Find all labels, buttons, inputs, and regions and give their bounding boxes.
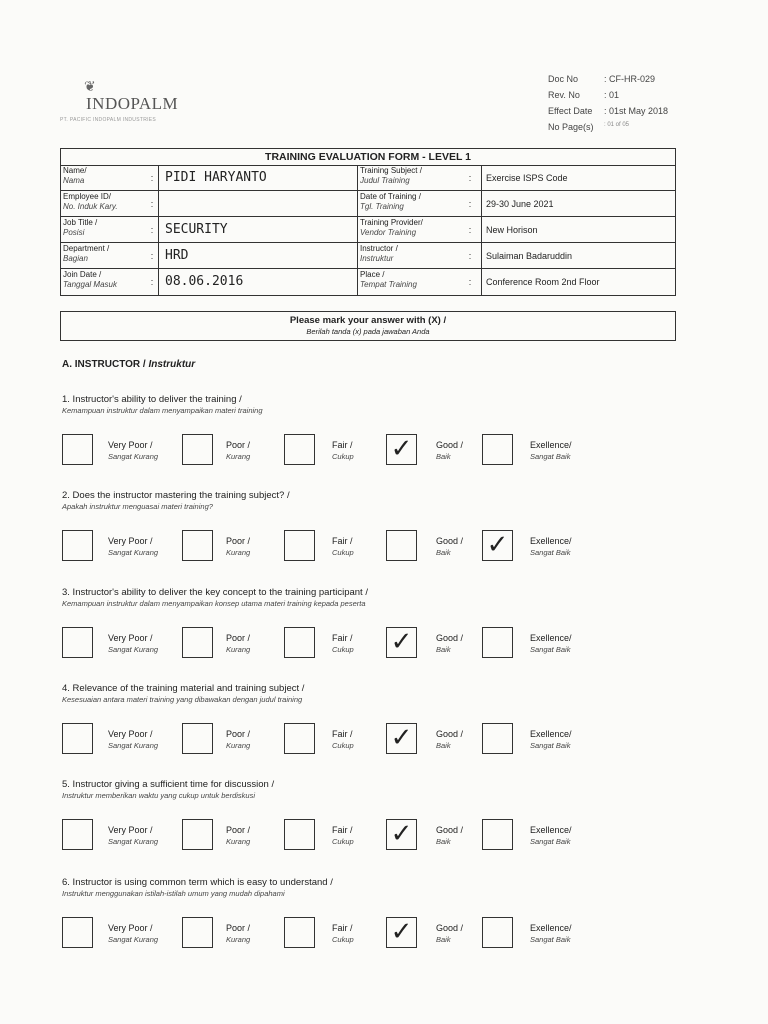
rating-label: Very Poor / Sangat Kurang [108,729,159,750]
field-value-handwritten[interactable]: PIDI HARYANTO [165,170,267,185]
rating-label: Good / Baik [436,825,464,846]
rating-checkbox[interactable] [182,627,213,658]
info-row [61,165,675,191]
rating-label: Exellence/ Sangat Baik [530,923,572,944]
rating-checkbox[interactable] [182,530,213,561]
doc-info-label: No Page(s) [548,122,594,132]
rating-checkbox[interactable]: ✓ [386,819,417,850]
field-value[interactable]: 29-30 June 2021 [486,199,554,209]
info-row [61,217,675,243]
rating-checkbox[interactable] [482,917,513,948]
form-title: TRAINING EVALUATION FORM - LEVEL 1 [61,149,675,166]
rating-label: Exellence/ Sangat Baik [530,825,572,846]
rating-checkbox[interactable] [182,917,213,948]
colon: : [150,251,154,261]
instruction-box [60,311,676,341]
rating-options [62,723,702,757]
colon: : [150,173,154,183]
question [62,779,702,849]
colon: : [150,277,154,287]
rating-checkbox[interactable]: ✓ [386,723,417,754]
rating-options [62,917,702,951]
field-label: Name/ Nama [63,166,87,185]
rating-options [62,819,702,853]
leaf-icon: ❦ [84,78,96,94]
doc-info [548,74,668,138]
rating-label: Fair / Cukup [332,633,354,654]
field-value[interactable]: Conference Room 2nd Floor [486,277,600,287]
rating-checkbox[interactable] [62,917,93,948]
rating-checkbox[interactable] [482,723,513,754]
rating-checkbox[interactable] [62,530,93,561]
question-subtext: Kemampuan instruktur dalam menyampaikan konsep utama materi training kepada peserta [62,599,366,608]
colon: : [468,277,472,287]
question-subtext: Instruktur menggunakan istilah-istilah umum yang mudah dipahami [62,889,285,898]
rating-label: Very Poor / Sangat Kurang [108,825,159,846]
question-subtext: Apakah instruktur menguasai materi training? [62,502,213,511]
field-value-handwritten[interactable]: 08.06.2016 [165,274,244,289]
field-value[interactable]: Exercise ISPS Code [486,173,568,183]
question-text: 2. Does the instructor mastering the training subject? / [62,490,290,501]
rating-checkbox[interactable] [182,434,213,465]
rating-label: Good / Baik [436,923,464,944]
info-row [61,191,675,217]
question-text: 5. Instructor giving a sufficient time for discussion / [62,779,275,790]
rating-label: Very Poor / Sangat Kurang [108,440,159,461]
doc-info-value: : CF-HR-029 [604,74,656,84]
rating-label: Poor / Kurang [226,923,251,944]
question-text: 3. Instructor's ability to deliver the key concept to the training participant / [62,587,368,598]
field-value-handwritten[interactable]: SECURITY [165,222,228,237]
doc-info-label: Effect Date [548,106,593,116]
question [62,877,702,947]
doc-info-label: Rev. No [548,90,580,100]
rating-label: Poor / Kurang [226,440,251,461]
rating-label: Very Poor / Sangat Kurang [108,536,159,557]
instruction-title: Please mark your answer with (X) / [289,315,447,326]
colon: : [150,199,154,209]
question-text: 6. Instructor is using common term which is easy to understand / [62,877,333,888]
rating-options [62,627,702,661]
question-text: 1. Instructor's ability to deliver the training / [62,394,242,405]
field-label: Date of Training / Tgl. Training [360,192,421,211]
doc-info-value: : 01st May 2018 [604,106,669,116]
rating-label: Very Poor / Sangat Kurang [108,633,159,654]
rating-checkbox[interactable] [386,530,417,561]
field-value-handwritten[interactable]: HRD [165,248,189,263]
rating-checkbox[interactable] [62,434,93,465]
field-label: Training Subject / Judul Training [360,166,422,185]
field-label: Instructor / Instruktur [360,244,398,263]
rating-checkbox[interactable] [62,819,93,850]
field-label: Training Provider/ Vendor Training [360,218,423,237]
rating-label: Poor / Kurang [226,633,251,654]
info-row [61,243,675,269]
rating-label: Fair / Cukup [332,729,354,750]
rating-label: Fair / Cukup [332,825,354,846]
rating-label: Good / Baik [436,633,464,654]
rating-label: Poor / Kurang [226,536,251,557]
field-label: Join Date / Tanggal Masuk [63,270,117,289]
rating-checkbox[interactable] [284,819,315,850]
colon: : [468,199,472,209]
rating-label: Fair / Cukup [332,923,354,944]
field-value[interactable]: Sulaiman Badaruddin [486,251,573,261]
rating-checkbox[interactable] [284,917,315,948]
colon: : [468,251,472,261]
question-text: 4. Relevance of the training material and training subject / [62,683,305,694]
colon: : [150,225,154,235]
rating-checkbox[interactable] [284,627,315,658]
rating-checkbox[interactable]: ✓ [482,530,513,561]
rating-label: Good / Baik [436,536,464,557]
field-label: Job Title / Posisi [63,218,98,237]
colon: : [468,173,472,183]
rating-checkbox[interactable] [482,434,513,465]
rating-options [62,530,702,564]
rating-label: Exellence/ Sangat Baik [530,440,572,461]
rating-label: Exellence/ Sangat Baik [530,536,572,557]
field-label: Employee ID/ No. Induk Kary. [63,192,118,211]
rating-label: Good / Baik [436,729,464,750]
question-subtext: Instruktur memberikan waktu yang cukup untuk berdiskusi [62,791,256,800]
rating-checkbox[interactable] [482,627,513,658]
rating-checkbox[interactable] [62,627,93,658]
colon: : [468,225,472,235]
training-info-table [60,148,676,296]
rating-label: Exellence/ Sangat Baik [530,729,572,750]
question-subtext: Kemampuan instruktur dalam menyampaikan materi training [62,406,263,415]
field-label: Department / Bagian [63,244,110,263]
rating-label: Poor / Kurang [226,729,251,750]
field-value-handwritten[interactable] [159,191,357,216]
rating-checkbox[interactable] [182,819,213,850]
question-subtext: Kesesuaian antara materi training yang dibawakan dengan judul training [62,695,303,704]
instruction-subtitle: Berilah tanda (x) pada jawaban Anda [306,327,430,336]
question [62,587,702,657]
section-title-text: A. INSTRUCTOR / [62,359,149,370]
doc-info-value: : 01 of 05 [604,122,630,128]
section-title-italic: Instruktur [148,359,196,370]
rating-checkbox[interactable] [482,819,513,850]
doc-info-value: : 01 [604,90,620,100]
rating-label: Poor / Kurang [226,825,251,846]
rating-label: Fair / Cukup [332,440,354,461]
rating-checkbox[interactable]: ✓ [386,434,417,465]
company-logo: INDOPALM [86,94,179,113]
rating-label: Very Poor / Sangat Kurang [108,923,159,944]
rating-checkbox[interactable] [284,723,315,754]
rating-checkbox[interactable] [182,723,213,754]
section-title [62,359,195,370]
question [62,490,702,560]
rating-label: Fair / Cukup [332,536,354,557]
info-row [61,269,675,295]
rating-options [62,434,702,468]
field-label: Place / Tempat Training [360,270,417,289]
rating-checkbox[interactable] [62,723,93,754]
rating-checkbox[interactable] [284,434,315,465]
rating-label: Good / Baik [436,440,464,461]
rating-label: Exellence/ Sangat Baik [530,633,572,654]
rating-checkbox[interactable]: ✓ [386,627,417,658]
rating-checkbox[interactable] [284,530,315,561]
company-subtitle: PT. PACIFIC INDOPALM INDUSTRIES [60,117,157,123]
field-value[interactable]: New Horison [486,225,538,235]
doc-info-label: Doc No [548,74,579,84]
question [62,394,702,464]
rating-checkbox[interactable]: ✓ [386,917,417,948]
question [62,683,702,753]
